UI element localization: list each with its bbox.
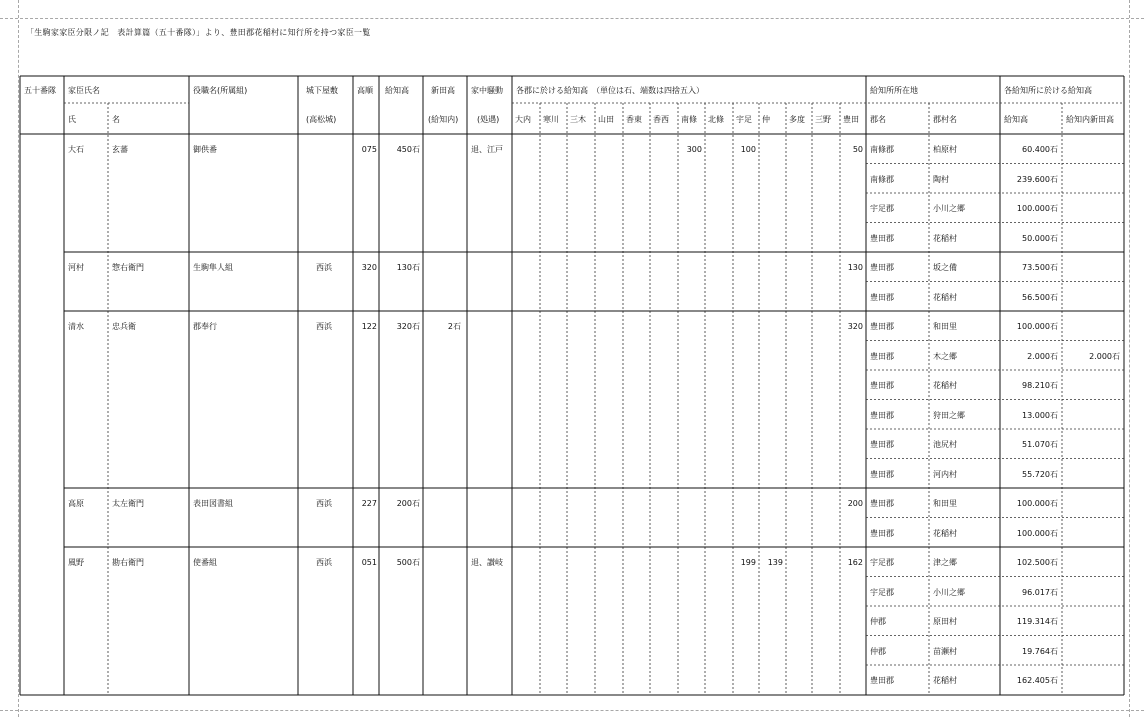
header-new-field: 新田高: [431, 86, 455, 95]
retainer-residence: 西浜: [316, 263, 332, 272]
district-stipend-value: 50: [852, 145, 863, 154]
holding-district: 宇足郡: [870, 587, 894, 597]
holding-stipend: 56.500石: [1022, 292, 1058, 302]
holding-village: 花稲村: [933, 528, 957, 538]
holding-new-field: 2.000石: [1089, 351, 1120, 361]
holding-stipend: 50.000石: [1022, 233, 1058, 243]
holding-district: 豊田郡: [870, 676, 894, 685]
header-given-name: 名: [112, 115, 120, 124]
holding-village: 花稲村: [933, 292, 957, 302]
holding-district: 宇足郡: [870, 558, 894, 567]
holding-village: 花稲村: [933, 233, 957, 243]
retainer-stipend: 130石: [396, 263, 420, 272]
district-stipend-value: 100: [740, 145, 756, 154]
retainer-office: 生駒隼人組: [193, 263, 233, 272]
header-new-field-sub: (給知内): [428, 115, 459, 124]
holding-village: 花稲村: [933, 381, 957, 390]
header-district-name: 香西: [653, 115, 669, 124]
holding-stipend: 55.720石: [1022, 469, 1058, 479]
header-district-name: 大内: [515, 115, 531, 124]
holding-village: 苗瀬村: [933, 646, 957, 656]
header-residence-sub: (高松城): [306, 115, 337, 124]
header-district-name: 三野: [815, 115, 831, 124]
retainer-rank-order: 122: [361, 322, 377, 331]
header-district-name: 香東: [626, 115, 642, 124]
holding-district: 南條郡: [870, 145, 894, 154]
retainer-stipend: 200石: [396, 499, 420, 508]
holding-district: 豊田郡: [870, 351, 894, 361]
holding-district: 豊田郡: [870, 233, 894, 243]
retainer-surname: 大石: [68, 145, 84, 154]
holding-district: 仲郡: [870, 617, 886, 626]
holding-district: 豊田郡: [870, 499, 894, 508]
holding-village: 和田里: [933, 499, 957, 508]
header-house-dispute-sub: (処遇): [477, 115, 500, 124]
header-district-name: 仲: [762, 115, 770, 124]
retainer-house-dispute: 退、讃岐: [471, 558, 503, 567]
header-holding-location: 給知所所在地: [870, 86, 918, 95]
header-retainer-name: 家臣氏名: [68, 86, 100, 95]
retainer-residence: 西浜: [316, 322, 332, 331]
header-rank-order: 高順: [357, 86, 373, 95]
holding-district: 豊田郡: [870, 410, 894, 420]
holding-village: 花稲村: [933, 676, 957, 685]
holding-stipend: 60.400石: [1022, 145, 1058, 154]
district-stipend-value: 139: [767, 558, 783, 567]
holding-district: 豊田郡: [870, 322, 894, 331]
retainer-office: 郡奉行: [193, 322, 217, 331]
retainer-house-dispute: 退、江戸: [471, 145, 503, 154]
retainer-surname: 高原: [68, 499, 84, 508]
holding-stipend: 73.500石: [1022, 263, 1058, 272]
retainer-given-name: 勘右衛門: [112, 558, 144, 567]
holding-stipend: 162.405石: [1016, 676, 1058, 685]
holding-stipend: 100.000石: [1016, 499, 1058, 508]
holding-district: 仲郡: [870, 646, 886, 656]
holding-stipend: 239.600石: [1016, 174, 1058, 184]
header-stipend: 給知高: [385, 86, 409, 95]
header-district-name: 北條: [708, 115, 724, 124]
holding-village: 和田里: [933, 322, 957, 331]
holding-stipend: 98.210石: [1022, 381, 1058, 390]
retainer-office: 表田図書組: [193, 499, 233, 508]
retainer-stipend: 320石: [396, 322, 420, 331]
holding-village: 原田村: [933, 617, 957, 626]
holding-district: 豊田郡: [870, 381, 894, 390]
retainer-surname: 風野: [68, 558, 84, 567]
holding-district: 豊田郡: [870, 440, 894, 449]
retainer-given-name: 惣右衛門: [112, 263, 144, 272]
holding-stipend: 100.000石: [1016, 322, 1058, 331]
district-stipend-value: 130: [847, 263, 863, 272]
retainer-surname: 河村: [68, 263, 84, 272]
holding-village: 池尻村: [933, 440, 957, 449]
retainer-rank-order: 051: [361, 558, 377, 567]
header-district-stipend: 各郡に於ける給知高 （単位は石、端数は四捨五入）: [516, 86, 704, 95]
holding-village: 河内村: [933, 469, 957, 479]
holding-village: 津之郷: [933, 558, 957, 567]
header-holding-stipend-amount: 給知高: [1004, 115, 1028, 124]
holding-stipend: 96.017石: [1022, 587, 1058, 597]
header-district-name: 三木: [570, 115, 586, 124]
holding-village: 小川之郷: [933, 204, 965, 213]
header-surname: 氏: [68, 115, 76, 124]
retainer-residence: 西浜: [316, 499, 332, 508]
retainer-stipend: 500石: [396, 558, 420, 567]
header-district-name: 山田: [598, 115, 614, 124]
holding-village: 柏原村: [933, 145, 957, 154]
holding-stipend: 19.764石: [1022, 646, 1058, 656]
retainer-office: 御供番: [193, 145, 217, 154]
holding-stipend: 100.000石: [1016, 528, 1058, 538]
district-stipend-value: 300: [686, 145, 702, 154]
holding-stipend: 13.000石: [1022, 410, 1058, 420]
holding-village: 狩田之郷: [933, 410, 965, 420]
district-stipend-value: 199: [740, 558, 756, 567]
holding-stipend: 102.500石: [1016, 558, 1058, 567]
holding-district: 豊田郡: [870, 469, 894, 479]
header-gojuban: 五十番隊: [24, 86, 56, 95]
header-district: 郡名: [870, 115, 886, 124]
retainer-surname: 清水: [68, 322, 84, 331]
header-house-dispute: 家中騒動: [471, 86, 503, 95]
holding-village: 木之郷: [933, 351, 957, 361]
retainer-residence: 西浜: [316, 558, 332, 567]
holding-stipend: 100.000石: [1016, 204, 1058, 213]
header-holding-new-field: 給知内新田高: [1066, 115, 1114, 124]
retainer-given-name: 忠兵衛: [112, 322, 136, 331]
holding-stipend: 119.314石: [1016, 617, 1058, 626]
header-village: 郡村名: [933, 115, 957, 124]
holding-district: 宇足郡: [870, 204, 894, 213]
document-caption: 「生駒家家臣分限ノ記 表計算篇（五十番隊）」より、豊田郡花稲村に知行所を持つ家臣一覧: [26, 28, 371, 37]
holding-village: 小川之郷: [933, 587, 965, 597]
holding-district: 豊田郡: [870, 292, 894, 302]
header-holding-stipend: 各給知所に於ける給知高: [1004, 86, 1092, 95]
holding-stipend: 51.070石: [1022, 440, 1058, 449]
district-stipend-value: 320: [847, 322, 863, 331]
retainer-new-field: 2石: [447, 322, 461, 331]
holding-village: 陶村: [933, 174, 949, 184]
header-district-name: 豊田: [843, 115, 859, 124]
holding-district: 豊田郡: [870, 528, 894, 538]
district-stipend-value: 162: [847, 558, 863, 567]
holding-stipend: 2.000石: [1027, 351, 1058, 361]
header-district-name: 宇足: [736, 115, 752, 124]
retainer-given-name: 太左衛門: [112, 499, 144, 508]
header-district-name: 寒川: [543, 115, 559, 124]
header-residence: 城下屋敷: [306, 86, 338, 95]
holding-district: 豊田郡: [870, 263, 894, 272]
holding-village: 坂之備: [933, 263, 957, 272]
district-stipend-value: 200: [847, 499, 863, 508]
retainer-rank-order: 075: [361, 145, 377, 154]
header-district-name: 多度: [789, 115, 805, 124]
retainer-stipend: 450石: [396, 145, 420, 154]
retainer-rank-order: 227: [361, 499, 377, 508]
retainer-office: 使番組: [193, 558, 217, 567]
header-office: 役職名(所属組): [193, 86, 248, 95]
retainer-rank-order: 320: [361, 263, 377, 272]
holding-district: 南條郡: [870, 174, 894, 184]
retainer-given-name: 玄蕃: [112, 145, 128, 154]
header-district-name: 南條: [681, 115, 697, 124]
